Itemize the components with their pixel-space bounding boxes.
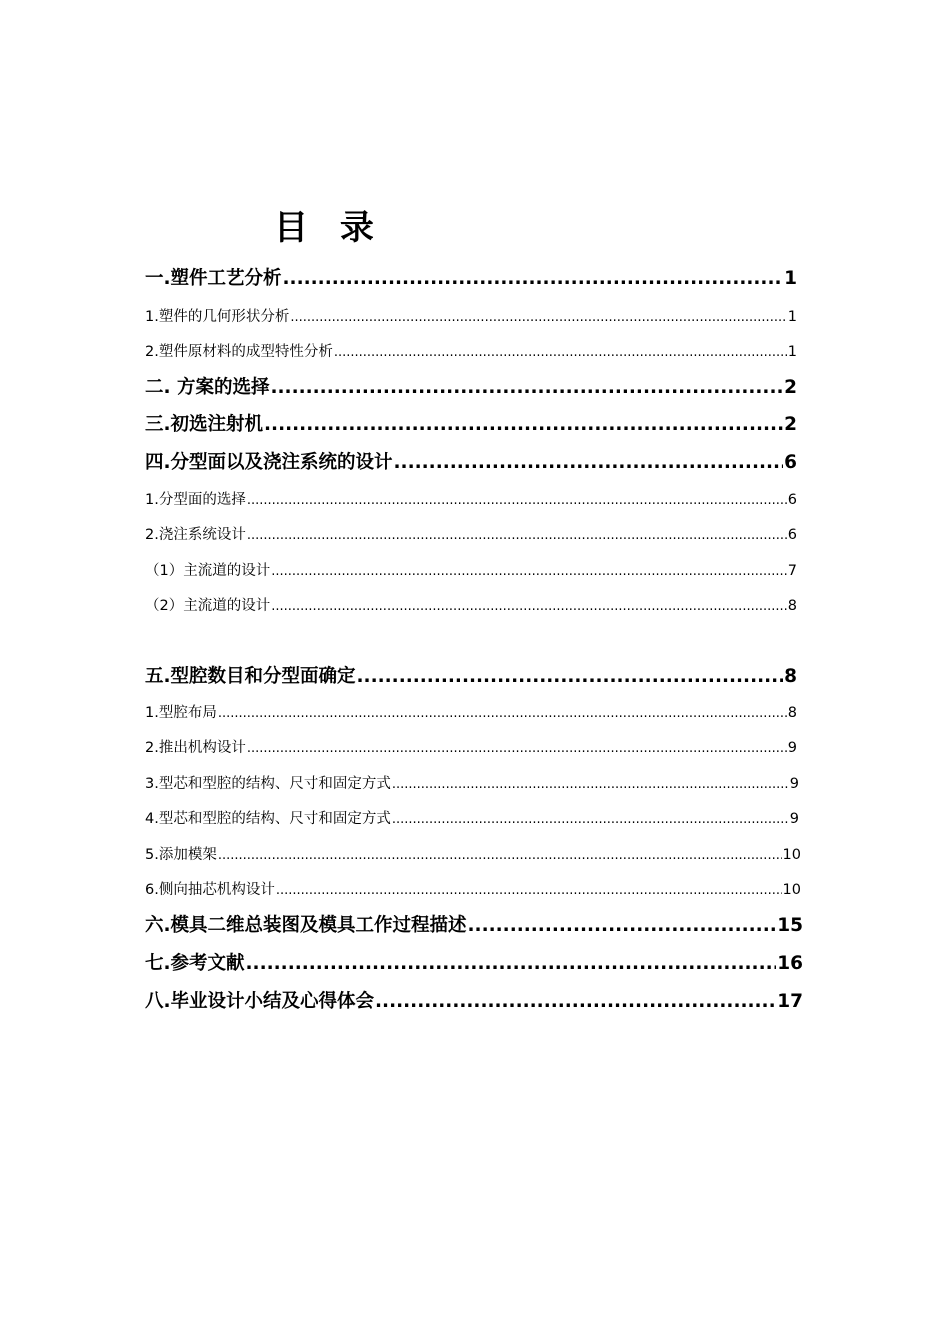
toc-dot-leader <box>468 917 777 936</box>
toc-entry-label: 2.塑件原材料的成型特性分析 <box>145 344 333 360</box>
toc-dot-leader <box>394 454 784 473</box>
toc-entry-page: 8 <box>787 705 797 721</box>
toc-dot-leader <box>271 564 787 579</box>
page-title: 目 录 <box>274 208 384 248</box>
toc-dot-leader <box>334 345 787 360</box>
toc-dot-leader <box>264 416 783 435</box>
toc-dot-leader <box>392 777 789 792</box>
toc-entry-label: 2.浇注系统设计 <box>145 527 246 543</box>
toc-entry-label: 五.型腔数目和分型面确定 <box>145 666 356 687</box>
toc-entry-page: 1 <box>787 309 797 325</box>
toc-entry-page: 1 <box>784 268 797 289</box>
toc-entry[interactable] <box>145 528 797 543</box>
toc-entry-page: 8 <box>787 598 797 614</box>
toc-entry[interactable] <box>145 993 803 1012</box>
toc-entry-label: 三.初选注射机 <box>145 414 264 435</box>
toc-entry-page: 16 <box>777 953 803 974</box>
toc-entry-label: 七.参考文献 <box>145 953 245 974</box>
toc-entry-page: 15 <box>777 915 803 936</box>
toc-entry[interactable] <box>145 706 797 721</box>
toc-dot-leader <box>247 493 787 508</box>
toc-entry-page: 2 <box>784 377 797 398</box>
toc-entry-page: 17 <box>777 991 803 1012</box>
toc-entry[interactable] <box>145 599 797 614</box>
toc-entry-label: 六.模具二维总装图及模具工作过程描述 <box>145 915 467 936</box>
toc-entry-page: 6 <box>787 492 797 508</box>
toc-dot-leader <box>375 993 776 1012</box>
toc-entry-page: 10 <box>782 882 801 898</box>
toc-entry[interactable] <box>145 310 797 325</box>
toc-dot-leader <box>276 883 782 898</box>
toc-entry[interactable] <box>145 493 797 508</box>
toc-dot-leader <box>392 812 789 827</box>
toc-entry-page: 9 <box>787 740 797 756</box>
toc-entry-label: 八.毕业设计小结及心得体会 <box>145 991 375 1012</box>
toc-dot-leader <box>357 668 784 687</box>
toc-entry-label: 1.塑件的几何形状分析 <box>145 309 290 325</box>
toc-dot-leader <box>218 706 787 721</box>
toc-entry-label: 1.型腔布局 <box>145 705 217 721</box>
toc-entry[interactable] <box>145 848 801 863</box>
toc-entry-label: （1）主流道的设计 <box>145 563 271 579</box>
toc-entry[interactable] <box>145 812 799 827</box>
toc-entry-page: 1 <box>787 344 797 360</box>
toc-entry[interactable] <box>145 777 799 792</box>
toc-entry[interactable] <box>145 270 797 289</box>
toc-entry[interactable] <box>145 454 797 473</box>
toc-entry[interactable] <box>145 379 797 398</box>
toc-dot-leader <box>290 310 786 325</box>
toc-dot-leader <box>283 270 784 289</box>
toc-entry-label: 二. 方案的选择 <box>145 377 270 398</box>
toc-entry-label: 四.分型面以及浇注系统的设计 <box>145 452 393 473</box>
toc-entry-label: 2.推出机构设计 <box>145 740 246 756</box>
toc-entry[interactable] <box>145 668 797 687</box>
toc-entry[interactable] <box>145 917 803 936</box>
toc-entry[interactable] <box>145 741 797 756</box>
toc-entry-label: 6.侧向抽芯机构设计 <box>145 882 275 898</box>
toc-dot-leader <box>270 379 783 398</box>
toc-entry-page: 8 <box>784 666 797 687</box>
toc-entry-page: 6 <box>787 527 797 543</box>
toc-dot-leader <box>246 955 777 974</box>
toc-entry-label: 一.塑件工艺分析 <box>145 268 282 289</box>
toc-entry-label: 4.型芯和型腔的结构、尺寸和固定方式 <box>145 811 391 827</box>
toc-entry[interactable] <box>145 883 801 898</box>
toc-entry-label: 5.添加模架 <box>145 847 217 863</box>
toc-dot-leader <box>271 599 787 614</box>
toc-dot-leader <box>247 528 787 543</box>
toc-entry-page: 10 <box>782 847 801 863</box>
toc-dot-leader <box>218 848 782 863</box>
toc-entry[interactable] <box>145 564 797 579</box>
toc-entry-label: 3.型芯和型腔的结构、尺寸和固定方式 <box>145 776 391 792</box>
toc-entry[interactable] <box>145 955 803 974</box>
toc-entry[interactable] <box>145 416 797 435</box>
toc-entry-page: 9 <box>789 811 799 827</box>
toc-entry[interactable] <box>145 345 797 360</box>
toc-entry-page: 7 <box>787 563 797 579</box>
toc-entry-page: 9 <box>789 776 799 792</box>
toc-entry-label: 1.分型面的选择 <box>145 492 246 508</box>
toc-entry-page: 2 <box>784 414 797 435</box>
toc-dot-leader <box>247 741 787 756</box>
toc-entry-page: 6 <box>784 452 797 473</box>
toc-entry-label: （2）主流道的设计 <box>145 598 271 614</box>
